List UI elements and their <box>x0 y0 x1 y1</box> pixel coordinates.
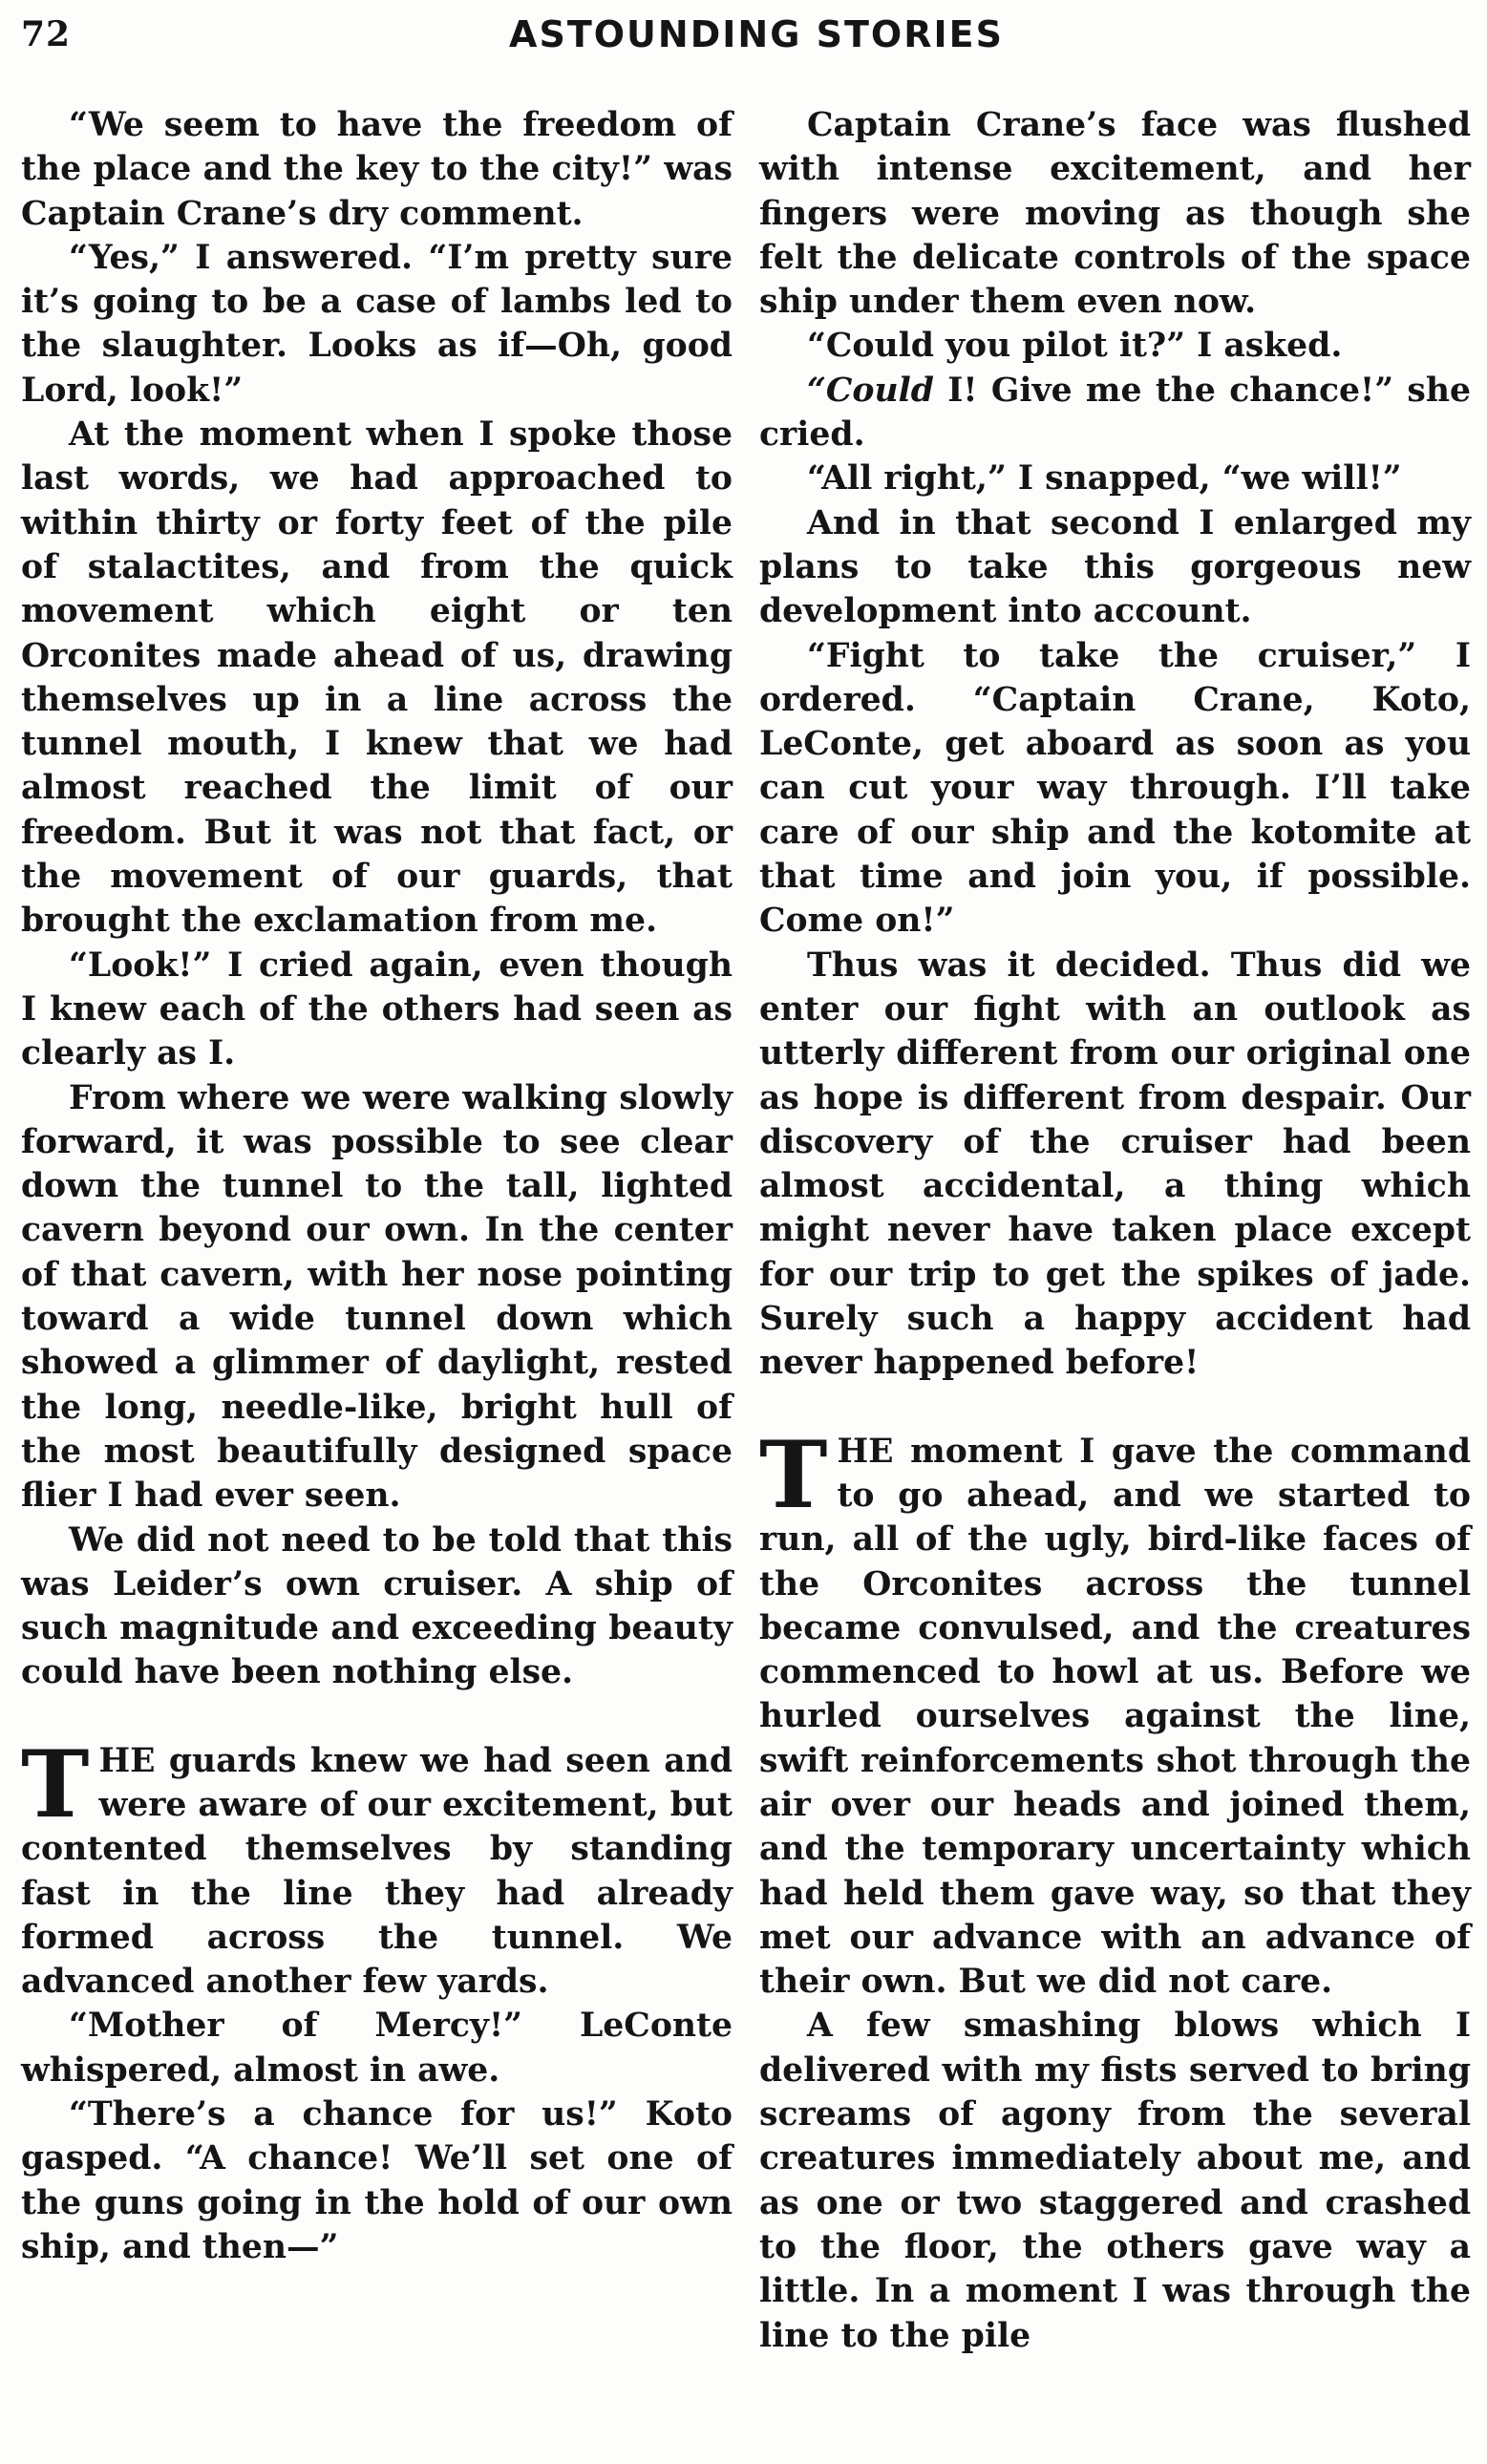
page-number: 72 <box>21 14 72 54</box>
paragraph-text: HE moment I gave the command to go ahead, and we started to run, all of the ugly, bird-like faces of the Orconites across the tunnel became convulsed, and the creatures commenced to howl at us. Before we hurled ourselves against the line, swift reinforcements shot through the air over our heads and joined them, and the temporary uncertainty which had held them gave way, so that they met our advance with an advance of their own. But we did not care. <box>759 1432 1471 2002</box>
paragraph: “There’s a chance for us!” Koto gasped. “A chance! We’ll set one of the guns going in the hold of our own ship, and then—” <box>21 2095 733 2266</box>
paragraph: “Look!” I cried again, even though I knew each of the others had seen as clearly as I. <box>21 945 733 1073</box>
paragraph: “Mother of Mercy!” LeConte whispered, almost in awe. <box>21 2007 733 2090</box>
section-break <box>759 1386 1471 1430</box>
drop-cap: T <box>759 1420 828 1529</box>
drop-cap: T <box>21 1730 90 1838</box>
page-header <box>21 6 1454 63</box>
paragraph: “Yes,” I answered. “I’m pretty sure it’s going to be a case of lambs led to the slaughter. Looks as if—Oh, good Lord, look!” <box>21 238 733 410</box>
running-title: ASTOUNDING STORIES <box>509 13 1004 55</box>
section-opening-paragraph <box>759 1420 1471 2005</box>
emphasis-text: “Could <box>807 371 934 410</box>
paragraph: We did not need to be told that this was Leider’s own cruiser. A ship of such magnitude and exceeding beauty could have been nothing else. <box>21 1520 733 1692</box>
paragraph-text: I! Give me the chance!” she cried. <box>759 371 1471 455</box>
paragraph-text: HE guards knew we had seen and were aware of our excitement, but contented themselves by standing fast in the line they had already formed across the tunnel. We advanced another few yards. <box>21 1741 733 2002</box>
section-opening-paragraph <box>21 1730 733 2005</box>
paragraph: A few smashing blows which I delivered with my fists served to bring screams of agony from the several creatures immediately about me, and as one or two staggered and crashed to the floor, the others gave way a little. In a moment I was through the line to the pile <box>759 2007 1471 2355</box>
paragraph <box>759 369 1471 457</box>
paragraph: And in that second I enlarged my plans to take this gorgeous new development into account. <box>759 503 1471 631</box>
paragraph: “Fight to take the cruiser,” I ordered. “Captain Crane, Koto, LeConte, get aboard as soon as you can cut your way through. I’ll take care of our ship and the kotomite at that time and join you, if possible. Come on!” <box>759 636 1471 941</box>
left-column <box>21 103 733 2269</box>
paragraph: “All right,” I snapped, “we will!” <box>807 459 1402 499</box>
paragraph: Captain Crane’s face was flushed with intense excitement, and her fingers were moving as though she felt the delicate controls of the space ship under them even now. <box>759 106 1471 322</box>
paragraph: At the moment when I spoke those last words, we had approached to within thirty or forty feet of the pile of stalactites, and from the quick movement which eight or ten Orconites made ahead of us, drawing themselves up in a line across the tunnel mouth, I knew that we had almost reached the limit of our freedom. But it was not that fact, or the movement of our guards, that brought the exclamation from me. <box>21 415 733 941</box>
right-column <box>759 103 1471 2358</box>
section-break <box>21 1695 733 1739</box>
paragraph: Thus was it decided. Thus did we enter our fight with an outlook as utterly different from our original one as hope is different from despair. Our discovery of the cruiser had been almost accidental, a thing which might never have taken place except for our trip to get the spikes of jade. Surely such a happy accident had never happened before! <box>759 945 1471 1383</box>
paragraph: “Could you pilot it?” I asked. <box>807 327 1343 366</box>
paragraph: “We seem to have the freedom of the place and the key to the city!” was Captain Crane’s dry comment. <box>21 106 733 233</box>
paragraph: From where we were walking slowly forward, it was possible to see clear down the tunnel to the tall, lighted cavern beyond our own. In the center of that cavern, with her nose pointing toward a wide tunnel down which showed a glimmer of daylight, rested the long, needle-like, bright hull of the most beautifully designed space flier I had ever seen. <box>21 1078 733 1516</box>
